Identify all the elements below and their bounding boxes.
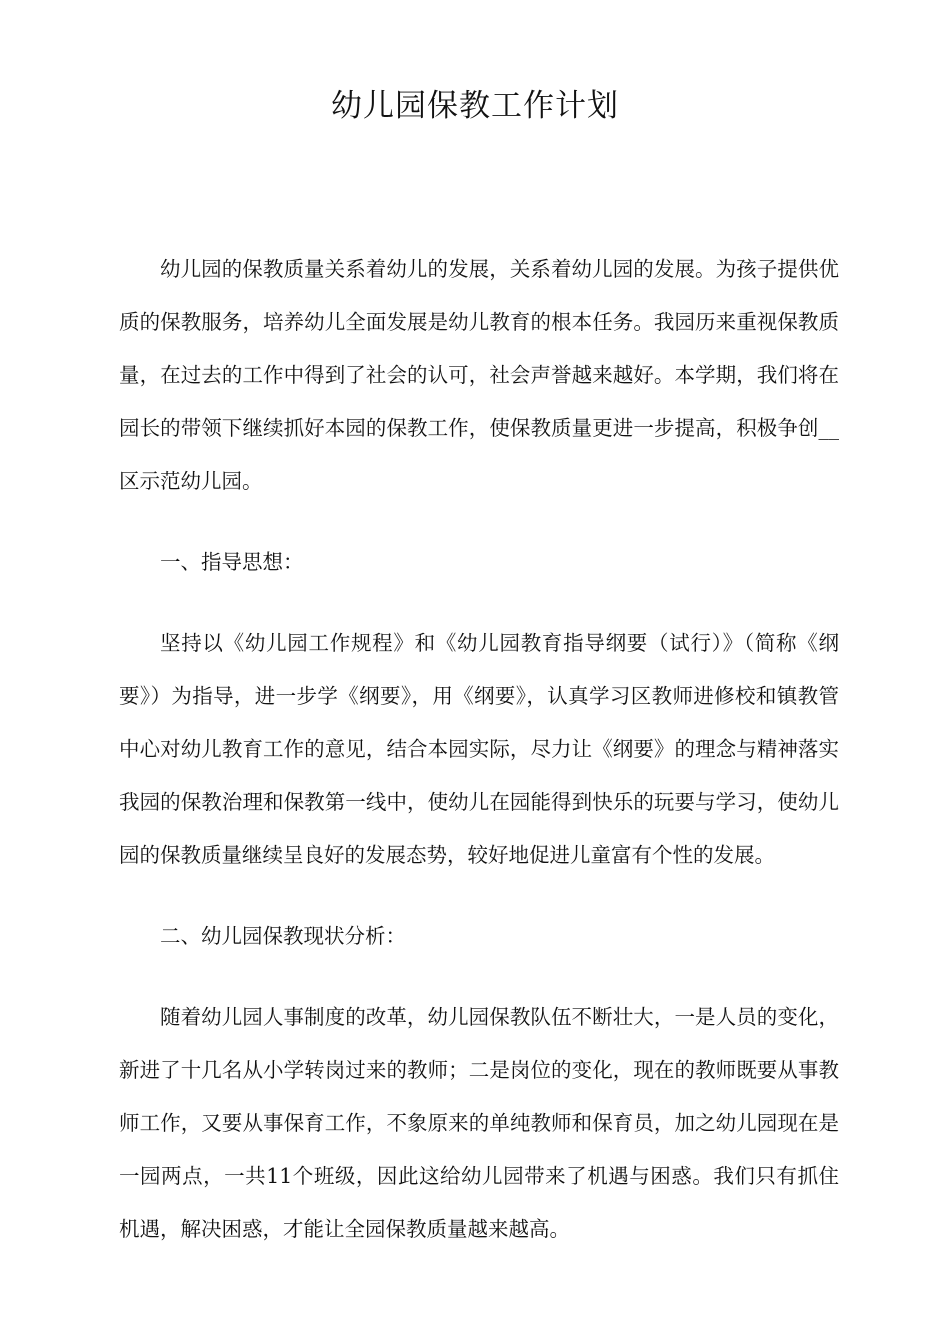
document-title: 幼儿园保教工作计划 — [331, 88, 619, 124]
intro-paragraph: 幼儿园的保教质量关系着幼儿的发展，关系着幼儿园的发展。为孩子提供优质的保教服务，培养幼儿全面发展是幼儿教育的根本任务。我园历来重视保教质量，在过去的工作中得到了社会的认可，社会声誉越来越好。本学期，我们将在园长的带领下继续抓好本园的保教工作，使保教质量更进一步提高，积极争创__区示范幼儿园。 — [119, 257, 839, 493]
section-body-status-analysis: 随着幼儿园人事制度的改革，幼儿园保教队伍不断壮大，一是人员的变化，新进了十几名从小学转岗过来的教师；二是岗位的变化，现在的教师既要从事教师工作，又要从事保育工作，不象原来的单纯教师和保育员，加之幼儿园现在是一园两点，一共11个班级，因此这给幼儿园带来了机遇与困惑。我们只有抓住机遇，解决困惑，才能让全园保教质量越来越高。 — [119, 1005, 839, 1241]
document-body — [119, 243, 839, 1284]
section-heading-status-analysis: 二、幼儿园保教现状分析： — [160, 924, 406, 948]
section-heading-guiding-ideology: 一、指导思想： — [160, 550, 304, 574]
section-body-guiding-ideology: 坚持以《幼儿园工作规程》和《幼儿园教育指导纲要（试行）》（简称《纲要》）为指导，进一步学《纲要》，用《纲要》，认真学习区教师进修校和镇教管中心对幼儿教育工作的意见，结合本园实际，尽力让《纲要》的理念与精神落实我园的保教治理和保教第一线中，使幼儿在园能得到快乐的玩要与学习，使幼儿园的保教质量继续呈良好的发展态势，较好地促进儿童富有个性的发展。 — [119, 631, 839, 867]
